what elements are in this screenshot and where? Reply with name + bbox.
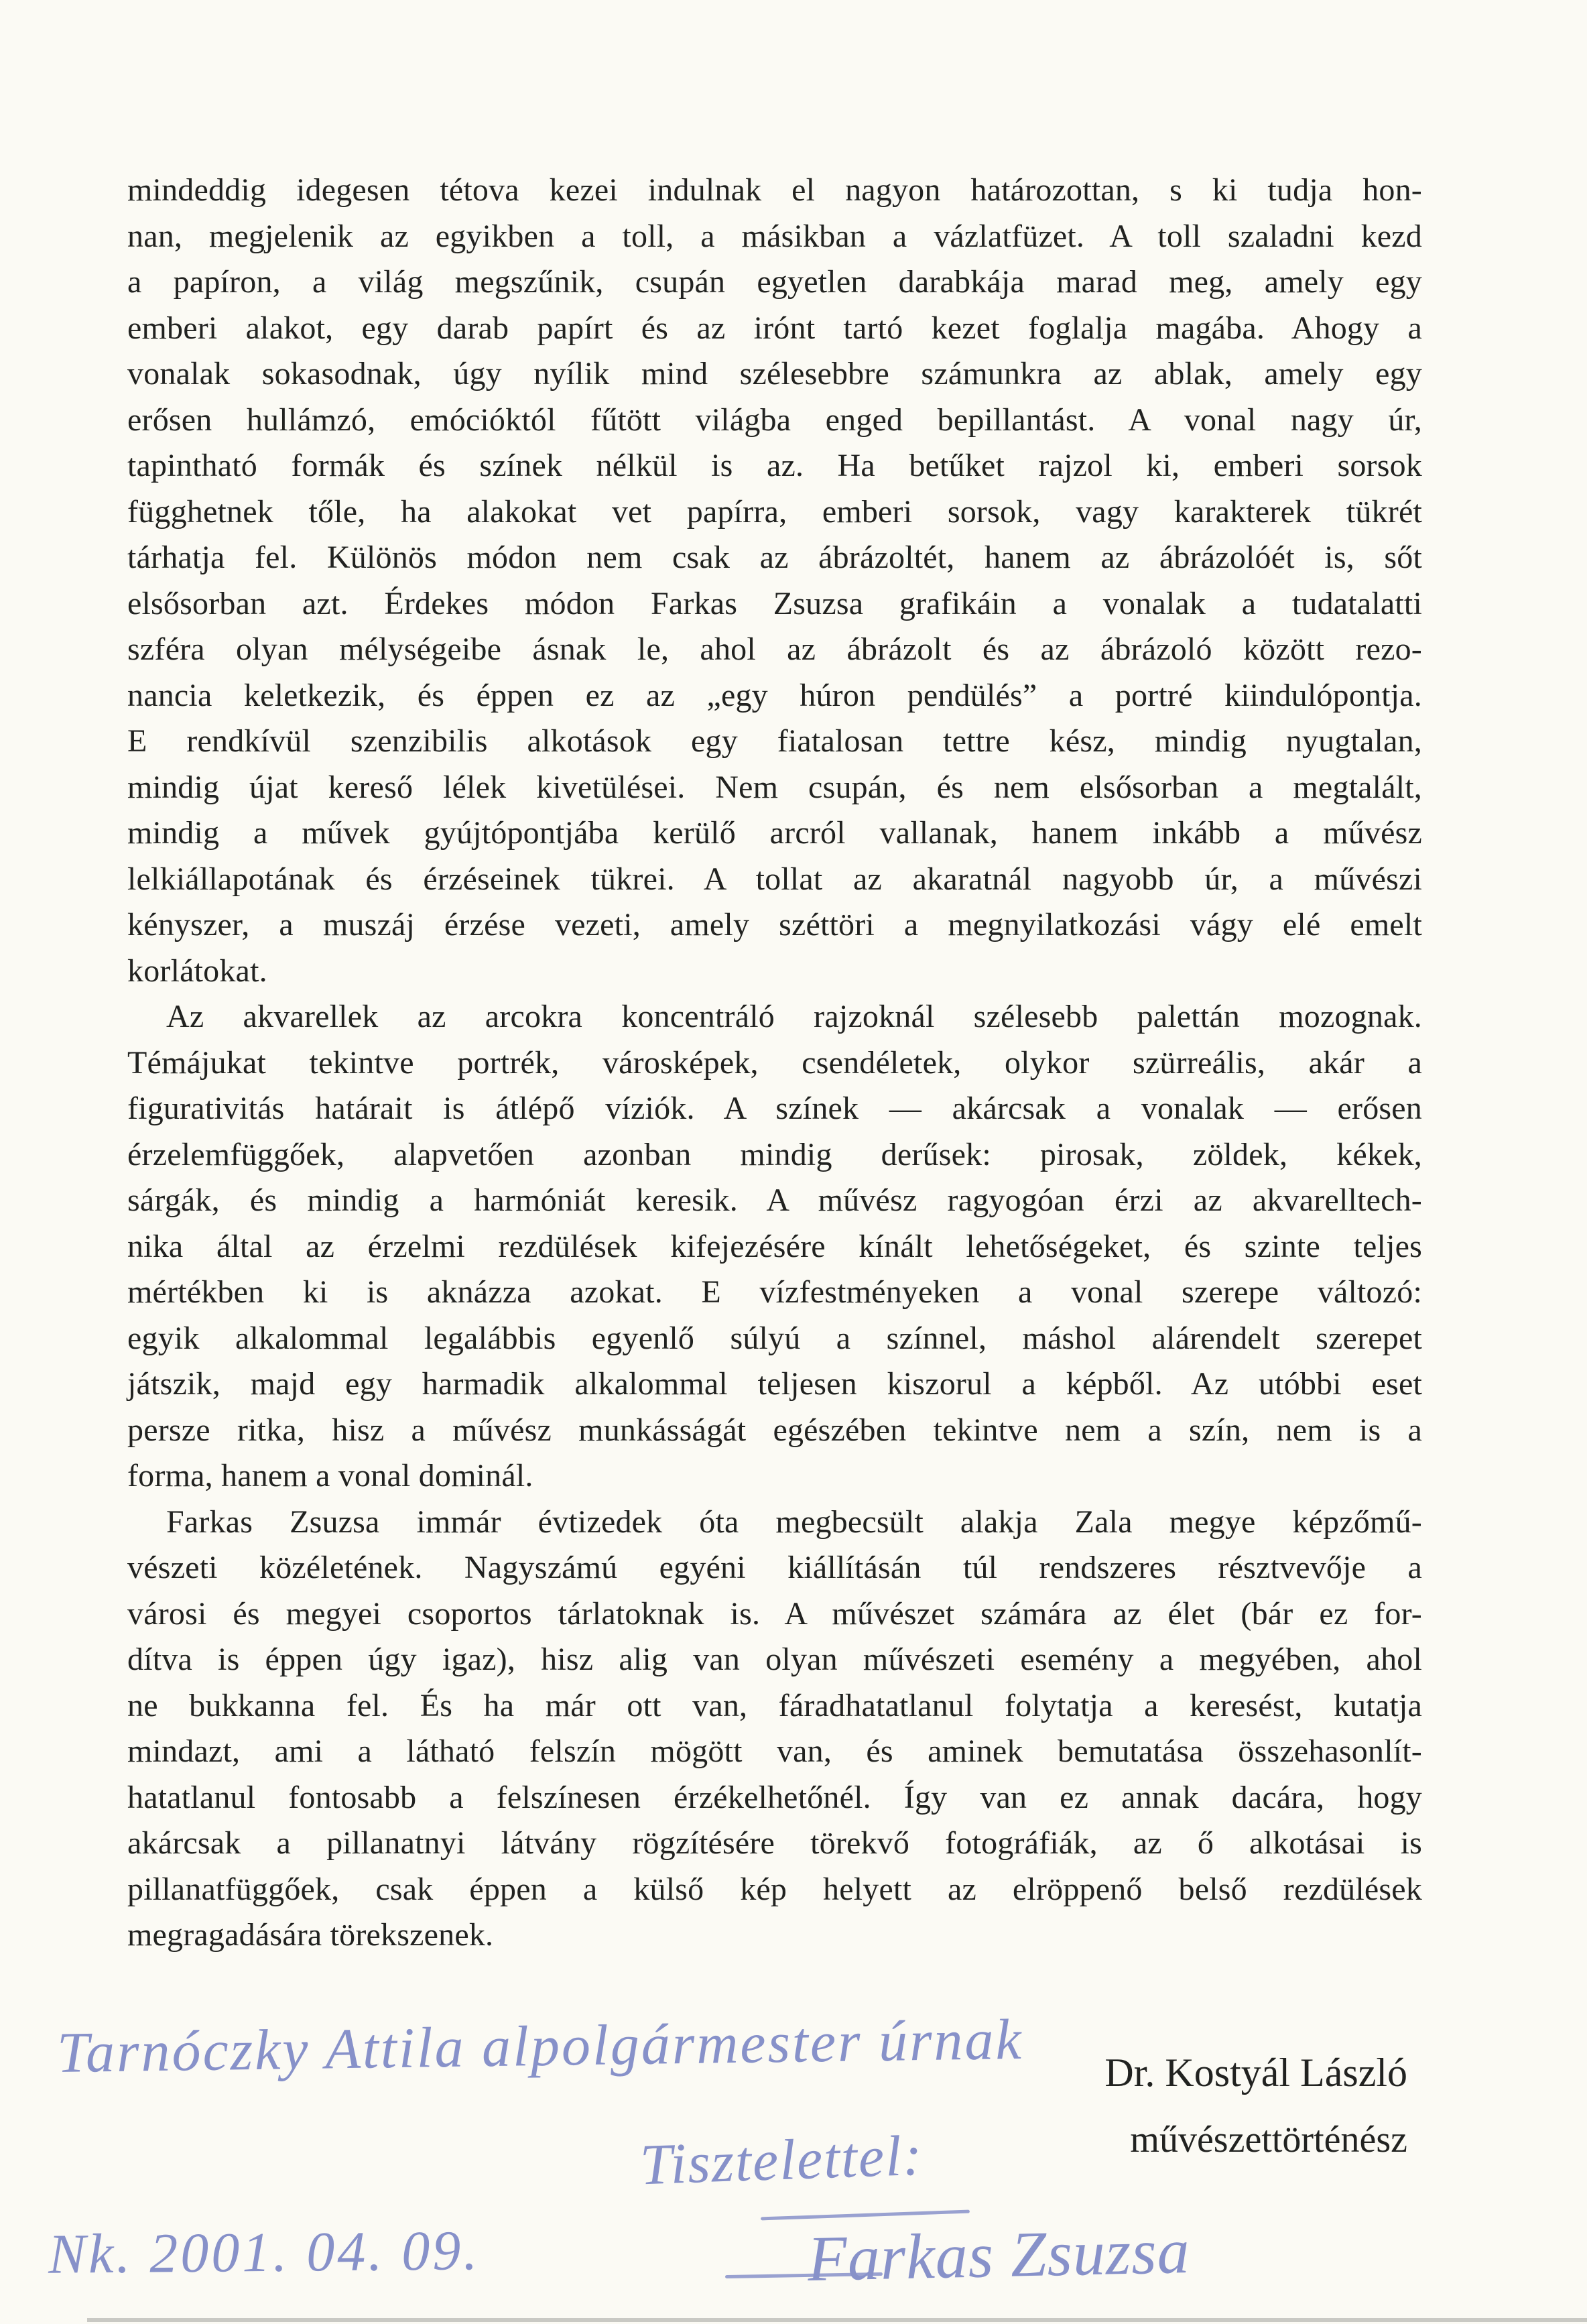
closing-title: művészettörténész: [1130, 2119, 1407, 2160]
text-line: vészeti közéletének. Nagyszámú egyéni kiállításán túl rendszeres résztvevője a: [127, 1550, 1422, 1585]
handwritten-dedication: Tarnóczky Attila alpolgármester úrnak: [56, 2006, 1024, 2085]
scan-edge-bottom: [87, 2318, 1587, 2322]
handwritten-signature: Farkas Zsuzsa: [806, 2215, 1191, 2295]
closing-name: Dr. Kostyál László: [1104, 2051, 1407, 2095]
text-line: ne bukkanna fel. És ha már ott van, fáradhatatlanul folytatja a keresést, kutatja: [127, 1687, 1422, 1723]
text-line: vonalak sokasodnak, úgy nyílik mind szélesebbre számunkra az ablak, amely egy: [127, 356, 1422, 391]
text-line: korlátokat.: [127, 953, 267, 989]
text-line: nika által az érzelmi rezdülések kifejezésére kínált lehetőségeket, és szinte teljes: [127, 1228, 1422, 1264]
text-line: Témájukat tekintve portrék, városképek, csendéletek, olykor szürreális, akár a: [127, 1044, 1422, 1081]
text-line: elsősorban azt. Érdekes módon Farkas Zsuzsa grafikáin a vonalak a tudatalatti: [127, 585, 1422, 621]
text-line: sárgák, és mindig a harmóniát keresik. A művész ragyogóan érzi az akvarelltech-: [127, 1182, 1422, 1218]
text-line: tapintható formák és színek nélkül is az. Ha betűket rajzol ki, emberi sorsok: [127, 448, 1422, 483]
text-line: mindig újat kereső lélek kivetülései. Nem csupán, és nem elsősorban a megtalált,: [127, 769, 1422, 805]
text-line: tárhatja fel. Különös módon nem csak az ábrázoltét, hanem az ábrázolóét is, sőt: [127, 540, 1422, 575]
text-line: érzelemfüggőek, alapvetően azonban mindig derűsek: pirosak, zöldek, kékek,: [127, 1136, 1422, 1172]
letter-paragraphs: [127, 168, 1422, 1959]
text-line: Farkas Zsuzsa immár évtizedek óta megbecsült alakja Zala megye képzőmű-: [166, 1504, 1422, 1540]
text-line: mértékben ki is aknázza azokat. E vízfestményeken a vonal szerepe változó:: [127, 1274, 1422, 1310]
text-line: akárcsak a pillanatnyi látvány rögzítésére törekvő fotográfiák, az ő alkotásai is: [127, 1825, 1422, 1861]
text-line: pillanatfüggőek, csak éppen a külső kép helyett az elröppenő belső rezdülések: [127, 1871, 1422, 1907]
text-line: mindazt, ami a látható felszín mögött van, és aminek bemutatása összehasonlít-: [127, 1733, 1422, 1769]
text-line: nancia keletkezik, és éppen ez az „egy húron pendülés” a portré kiindulópontja.: [127, 677, 1422, 713]
text-line: városi és megyei csoportos tárlatoknak is. A művészet számára az élet (bár ez for-: [127, 1595, 1422, 1632]
text-line: Az akvarellek az arcokra koncentráló rajzoknál szélesebb palettán mozognak.: [166, 999, 1422, 1034]
text-line: játszik, majd egy harmadik alkalommal teljesen kiszorul a képből. Az utóbbi eset: [127, 1366, 1422, 1402]
text-line: egyik alkalommal legalábbis egyenlő súlyú a színnel, máshol alárendelt szerepet: [127, 1320, 1422, 1356]
text-line: megragadására törekszenek.: [127, 1917, 494, 1953]
text-line: függhetnek tőle, ha alakokat vet papírra, emberi sorsok, vagy karakterek tükrét: [127, 493, 1422, 530]
text-line: figurativitás határait is átlépő víziók. A színek — akárcsak a vonalak — erősen: [127, 1091, 1422, 1126]
text-line: mindeddig idegesen tétova kezei indulnak el nagyon határozottan, s ki tudja hon-: [127, 172, 1422, 208]
text-line: forma, hanem a vonal dominál.: [127, 1458, 533, 1493]
closing-block: [1066, 2039, 1407, 2173]
text-line: szféra olyan mélységeibe ásnak le, ahol az ábrázolt és az ábrázoló között rezo-: [127, 631, 1422, 667]
text-line: mindig a művek gyújtópontjába kerülő arcról vallanak, hanem inkább a művész: [127, 815, 1422, 851]
text-line: erősen hullámzó, emócióktól fűtött világba enged bepillantást. A vonal nagy úr,: [127, 402, 1422, 438]
text-line: a papíron, a világ megszűnik, csupán egyetlen darabkája marad meg, amely egy: [127, 264, 1422, 300]
text-line: dítva is éppen úgy igaz), hisz alig van olyan művészeti esemény a megyében, ahol: [127, 1642, 1422, 1677]
handwritten-date: Nk. 2001. 04. 09.: [48, 2219, 481, 2286]
handwritten-salutation: Tisztelettel:: [639, 2122, 925, 2197]
text-line: nan, megjelenik az egyikben a toll, a másikban a vázlatfüzet. A toll szaladni kezd: [127, 218, 1422, 254]
text-line: E rendkívül szenzibilis alkotások egy fiatalosan tettre kész, mindig nyugtalan,: [127, 723, 1422, 759]
text-line: lelkiállapotának és érzéseinek tükrei. A tollat az akaratnál nagyobb úr, a művészi: [127, 861, 1422, 897]
text-line: emberi alakot, egy darab papírt és az irónt tartó kezet foglalja magába. Ahogy a: [127, 310, 1422, 346]
text-line: kényszer, a muszáj érzése vezeti, amely széttöri a megnyilatkozási vágy elé emelt: [127, 907, 1422, 942]
text-line: persze ritka, hisz a művész munkásságát egészében tekintve nem a szín, nem is a: [127, 1412, 1422, 1448]
text-line: hatatlanul fontosabb a felszínesen érzékelhetőnél. Így van ez annak dacára, hogy: [127, 1779, 1422, 1815]
